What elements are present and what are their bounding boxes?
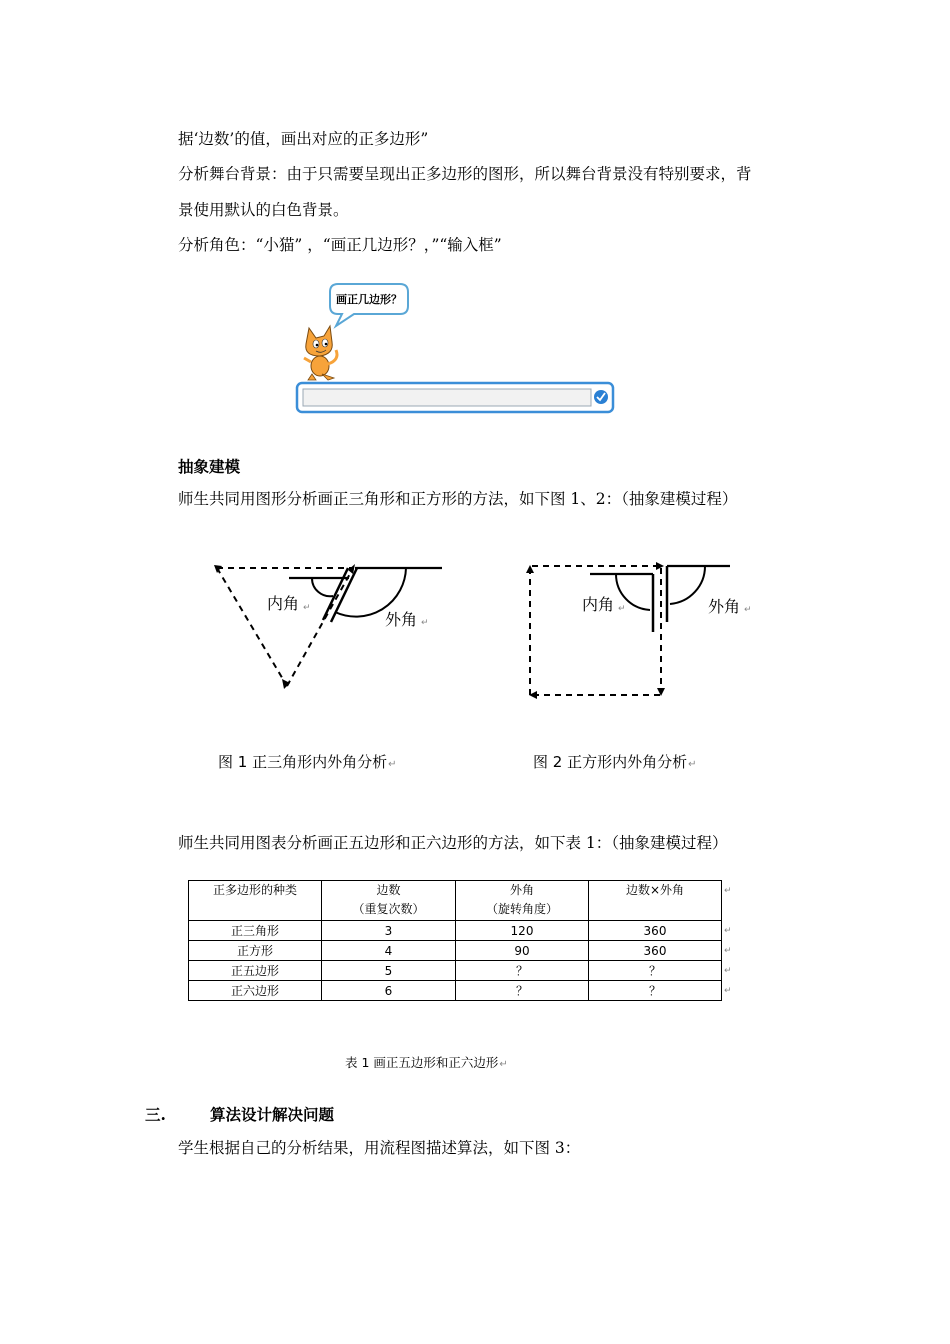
table-cell: 90 [456, 941, 589, 961]
table-caption: 表 1 画正五边形和正六边形↵ [345, 1055, 508, 1070]
figure-1-inner-angle-label: 内角 [267, 594, 300, 613]
table-row [189, 941, 722, 961]
paragraph-stage-analysis-line1: 分析舞台背景：由于只需要呈现出正多边形的图形，所以舞台背景没有特别要求，背 [178, 165, 752, 183]
figure-1-outer-angle-label: 外角 [385, 610, 418, 629]
section-heading-algorithm-design: 算法设计解决问题 [210, 1105, 335, 1124]
table-row [189, 981, 722, 1001]
figure-1-caption: 图 1 正三角形内外角分析↵ [218, 753, 397, 771]
table-cell: 正五边形 [189, 961, 322, 981]
svg-text:↵: ↵ [303, 603, 311, 613]
svg-text:↵: ↵ [618, 604, 626, 614]
table-cell: ？ [589, 961, 722, 981]
paragraph-table-intro: 师生共同用图表分析画正五边形和正六边形的方法，如下表 1：（抽象建模过程） [178, 834, 728, 852]
table-cell: 3 [322, 921, 456, 941]
table-cell: ？ [456, 961, 589, 981]
table-cell: 正方形 [189, 941, 322, 961]
table-header-cell: 正多边形的种类 [189, 881, 322, 921]
table-cell: 6 [322, 981, 456, 1001]
table-header-row [189, 881, 722, 921]
table-header-cell: 边数×外角 [589, 881, 722, 921]
table-cell: 360 [589, 921, 722, 941]
cat-icon [304, 326, 337, 380]
check-icon[interactable] [594, 390, 608, 404]
triangle-left-edge [217, 568, 287, 686]
table-header-cell: 外角 （旋转角度） [456, 881, 589, 921]
table-cell: 120 [456, 921, 589, 941]
table-cell: ？ [456, 981, 589, 1001]
table-cell: ？ [589, 981, 722, 1001]
svg-text:↵: ↵ [744, 605, 752, 615]
polygon-analysis-table [188, 880, 722, 1001]
speech-bubble-text: 画正几边形？ [336, 293, 402, 306]
paragraph-flowchart-intro: 学生根据自己的分析结果，用流程图描述算法，如下图 3： [178, 1139, 581, 1157]
paragraph-figure-intro: 师生共同用图形分析画正三角形和正方形的方法，如下图 1、2：（抽象建模过程） [178, 490, 738, 508]
table-row [189, 921, 722, 941]
paragraph-continuation: 据‘边数’的值，画出对应的正多边形” [178, 130, 429, 148]
paragraph-sprite-analysis: 分析角色：“小猫” ，“画正几边形？，”“输入框” [178, 236, 502, 254]
figure-2-square-diagram [520, 552, 760, 702]
table-cell: 正六边形 [189, 981, 322, 1001]
table-cell: 360 [589, 941, 722, 961]
table-header-cell: 边数 （重复次数） [322, 881, 456, 921]
table-cell: 5 [322, 961, 456, 981]
figure-1-triangle-diagram [205, 552, 455, 702]
answer-input-box[interactable] [297, 383, 613, 412]
figure-2-caption: 图 2 正方形内外角分析↵ [533, 753, 697, 771]
scratch-stage-illustration [292, 280, 622, 418]
table-cell: 4 [322, 941, 456, 961]
section-heading-abstract-modeling: 抽象建模 [178, 457, 241, 476]
table-row [189, 961, 722, 981]
figure-2-inner-angle-label: 内角 [582, 595, 615, 614]
speech-bubble [330, 284, 408, 326]
section-number-three: 三. [145, 1105, 166, 1124]
paragraph-stage-analysis-line2: 景使用默认的白色背景。 [178, 201, 349, 219]
triangle-right-edge [287, 572, 351, 686]
svg-text:↵: ↵ [421, 618, 429, 628]
table-cell: 正三角形 [189, 921, 322, 941]
figure-2-outer-angle-label: 外角 [708, 597, 741, 616]
